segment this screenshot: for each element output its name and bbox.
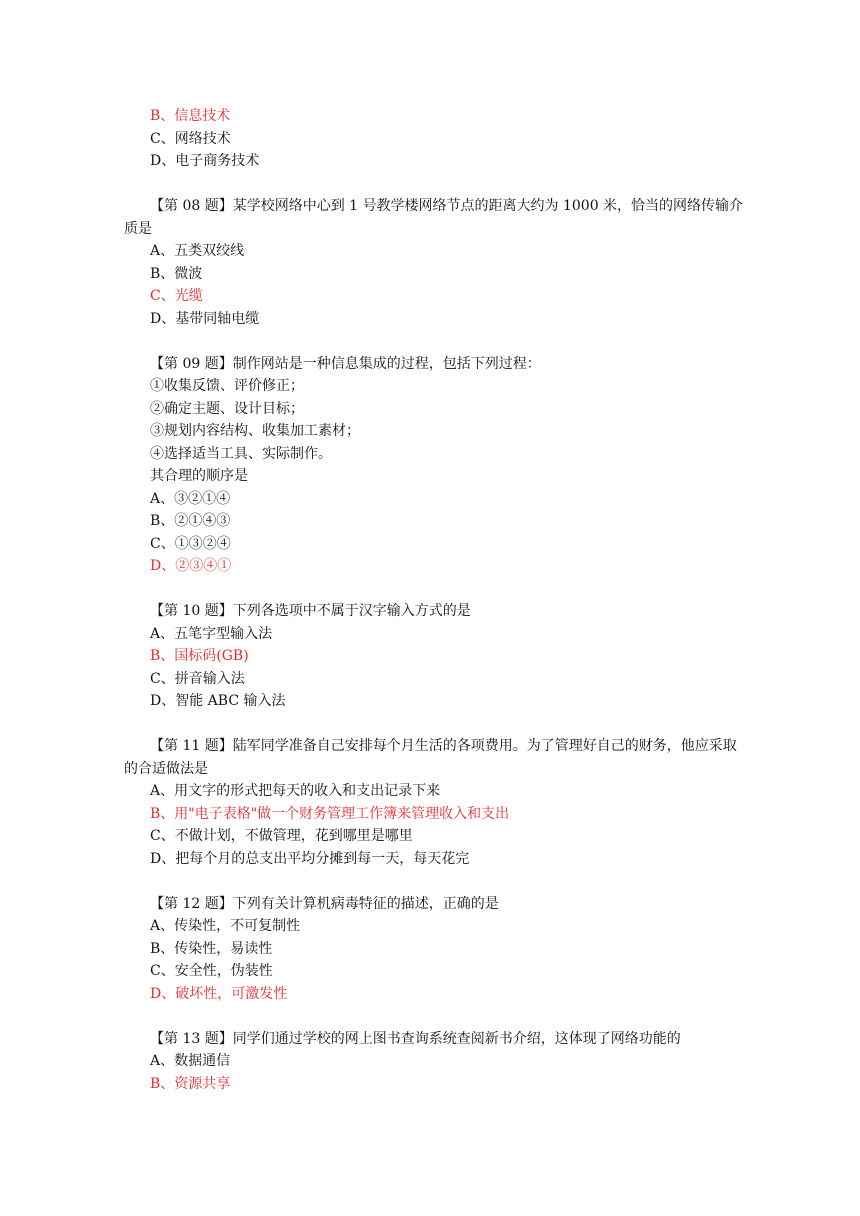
- q09-option-b: B、②①④③: [150, 513, 231, 529]
- q13-option-a: A、数据通信: [150, 1053, 231, 1069]
- spacer: [124, 870, 750, 893]
- q12-option-a: A、传染性，不可复制性: [150, 918, 301, 934]
- q10-option-c: C、拼音输入法: [150, 670, 245, 687]
- q11-option-b: B、用"电子表格"做一个财务管理工作簿来管理收入和支出: [150, 805, 510, 822]
- q10-option-a: A、五笔字型输入法: [150, 625, 273, 642]
- q10-stem: 【第 10 题】下列各选项中不属于汉字输入方式的是: [150, 603, 471, 619]
- q09-option-a: A、③②①④: [150, 490, 231, 507]
- q09-stem: 【第 09 题】制作网站是一种信息集成的过程，包括下列过程：: [150, 355, 541, 372]
- q08-option-a: A、五类双绞线: [150, 243, 245, 259]
- q08-option-c: C、光缆: [150, 288, 203, 304]
- q09-step-3: ③规划内容结构、收集加工素材；: [150, 423, 360, 439]
- q08-option-d: D、基带同轴电缆: [150, 310, 260, 327]
- spacer: [124, 173, 750, 196]
- q12-option-b: B、传染性，易读性: [150, 940, 273, 957]
- q11-stem: 【第 11 题】陆军同学准备自己安排每个月生活的各项费用。为了管理好自己的财务，他应采取的合适做法是: [124, 738, 737, 777]
- q08-option-b: B、微波: [150, 265, 203, 282]
- q07-option-c: C、网络技术: [150, 130, 231, 147]
- q09-prompt: 其合理的顺序是: [150, 468, 248, 484]
- q13-option-b: B、资源共享: [150, 1075, 231, 1092]
- q13-stem: 【第 13 题】同学们通过学校的网上图书查询系统查阅新书介绍，这体现了网络功能的: [150, 1030, 681, 1047]
- q10-option-d: D、智能 ABC 输入法: [150, 693, 286, 709]
- q12-option-d: D、破坏性，可激发性: [150, 985, 288, 1002]
- spacer: [124, 330, 750, 353]
- q12-stem: 【第 12 题】下列有关计算机病毒特征的描述，正确的是: [150, 895, 499, 912]
- q07-option-b: B、信息技术: [150, 108, 231, 124]
- spacer: [124, 578, 750, 601]
- q12-option-c: C、安全性，伪装性: [150, 963, 273, 979]
- spacer: [124, 1005, 750, 1028]
- question-list: [124, 105, 750, 1095]
- q09-step-2: ②确定主题、设计目标；: [150, 400, 304, 417]
- q11-option-c: C、不做计划，不做管理，花到哪里是哪里: [150, 828, 413, 844]
- q10-option-b: B、国标码(GB): [150, 648, 249, 664]
- q07-option-d: D、电子商务技术: [150, 153, 260, 169]
- q11-option-d: D、把每个月的总支出平均分摊到每一天，每天花完: [150, 850, 470, 867]
- q09-step-1: ①收集反馈、评价修正；: [150, 378, 304, 394]
- q09-step-4: ④选择适当工具、实际制作。: [150, 445, 332, 462]
- q08-stem: 【第 08 题】某学校网络中心到 1 号教学楼网络节点的距离大约为 1000 米，恰当的网络传输介质是: [124, 198, 744, 237]
- q11-option-a: A、用文字的形式把每天的收入和支出记录下来: [150, 783, 441, 799]
- q09-option-d: D、②③④①: [150, 558, 232, 574]
- spacer: [124, 713, 750, 736]
- q09-option-c: C、①③②④: [150, 535, 231, 552]
